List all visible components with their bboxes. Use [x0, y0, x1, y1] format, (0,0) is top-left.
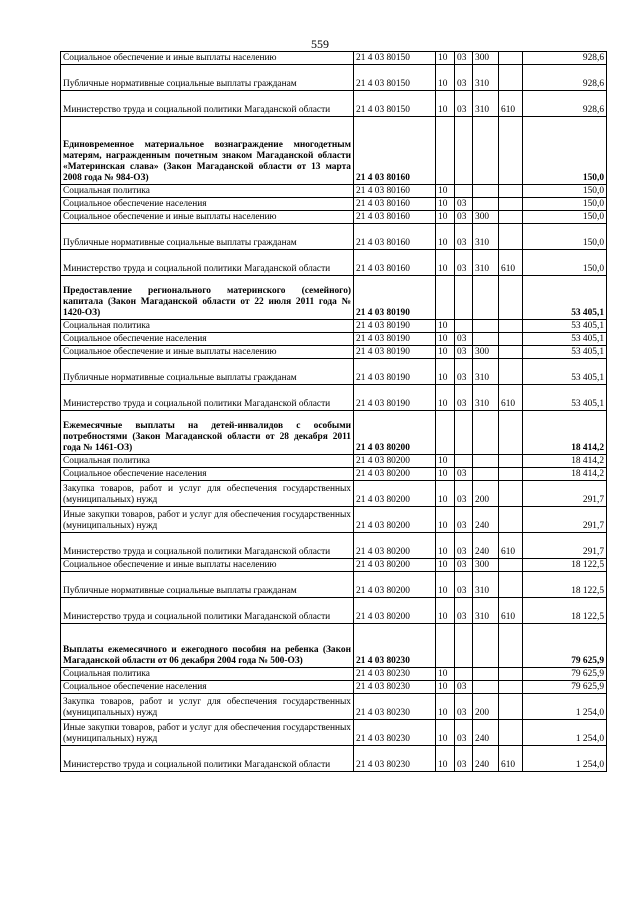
row-ministry-code — [499, 720, 523, 746]
row-ministry-code — [499, 481, 523, 507]
row-code: 21 4 03 80190 — [354, 320, 436, 333]
table-row — [61, 468, 607, 481]
row-section: 10 — [436, 91, 455, 117]
row-name: Публичные нормативные социальные выплаты гражданам — [61, 224, 354, 250]
table-row — [61, 720, 607, 746]
row-section: 10 — [436, 250, 455, 276]
row-expense-type: 240 — [473, 533, 499, 559]
row-amount: 18 414,2 — [523, 468, 607, 481]
row-section: 10 — [436, 455, 455, 468]
row-expense-type: 240 — [473, 746, 499, 772]
row-subsection — [455, 624, 473, 668]
row-subsection: 03 — [455, 746, 473, 772]
row-code: 21 4 03 80230 — [354, 681, 436, 694]
row-section: 10 — [436, 468, 455, 481]
row-code: 21 4 03 80230 — [354, 694, 436, 720]
table-row — [61, 746, 607, 772]
row-code: 21 4 03 80160 — [354, 198, 436, 211]
row-section: 10 — [436, 65, 455, 91]
row-subsection — [455, 320, 473, 333]
row-expense-type — [473, 198, 499, 211]
row-subsection: 03 — [455, 65, 473, 91]
table-row — [61, 117, 607, 185]
table-row — [61, 198, 607, 211]
row-expense-type: 300 — [473, 346, 499, 359]
row-ministry-code — [499, 624, 523, 668]
row-amount: 53 405,1 — [523, 276, 607, 320]
table-row — [61, 624, 607, 668]
row-name: Ежемесячные выплаты на детей-инвалидов с особыми потребностями (Закон Магаданской области от 28 декабря 2011 года № 1461-ОЗ) — [61, 411, 354, 455]
row-section: 10 — [436, 385, 455, 411]
row-code: 21 4 03 80200 — [354, 559, 436, 572]
row-subsection — [455, 455, 473, 468]
table-row — [61, 91, 607, 117]
row-section: 10 — [436, 572, 455, 598]
row-section: 10 — [436, 359, 455, 385]
row-code: 21 4 03 80230 — [354, 668, 436, 681]
table-row — [61, 455, 607, 468]
row-expense-type: 300 — [473, 52, 499, 65]
row-amount: 150,0 — [523, 211, 607, 224]
row-code: 21 4 03 80150 — [354, 91, 436, 117]
table-row — [61, 250, 607, 276]
row-section: 10 — [436, 481, 455, 507]
row-subsection — [455, 411, 473, 455]
row-ministry-code — [499, 507, 523, 533]
row-ministry-code — [499, 185, 523, 198]
row-amount: 53 405,1 — [523, 320, 607, 333]
row-amount: 1 254,0 — [523, 720, 607, 746]
table-row — [61, 346, 607, 359]
row-name: Закупка товаров, работ и услуг для обеспечения государственных (муниципальных) нужд — [61, 481, 354, 507]
row-amount: 150,0 — [523, 250, 607, 276]
budget-table — [60, 51, 607, 772]
row-section: 10 — [436, 533, 455, 559]
row-ministry-code — [499, 411, 523, 455]
row-expense-type — [473, 117, 499, 185]
row-section: 10 — [436, 346, 455, 359]
row-expense-type — [473, 411, 499, 455]
row-expense-type: 310 — [473, 385, 499, 411]
table-row — [61, 507, 607, 533]
row-subsection: 03 — [455, 572, 473, 598]
row-subsection: 03 — [455, 481, 473, 507]
row-amount: 18 122,5 — [523, 559, 607, 572]
row-ministry-code — [499, 224, 523, 250]
row-amount: 53 405,1 — [523, 346, 607, 359]
row-code: 21 4 03 80230 — [354, 746, 436, 772]
row-amount: 928,6 — [523, 52, 607, 65]
row-ministry-code: 610 — [499, 533, 523, 559]
row-code: 21 4 03 80230 — [354, 624, 436, 668]
row-expense-type: 310 — [473, 65, 499, 91]
row-section: 10 — [436, 694, 455, 720]
row-section: 10 — [436, 598, 455, 624]
row-expense-type — [473, 668, 499, 681]
row-expense-type: 310 — [473, 250, 499, 276]
row-code: 21 4 03 80190 — [354, 276, 436, 320]
row-expense-type: 310 — [473, 572, 499, 598]
row-name: Единовременное материальное вознаграждение многодетным матерям, награжденным почетным знаком Магаданской области «Материнская слава» (Закон Магаданской области от 13 марта 2008 года № 984-ОЗ) — [61, 117, 354, 185]
row-section: 10 — [436, 559, 455, 572]
row-section: 10 — [436, 224, 455, 250]
row-amount: 18 414,2 — [523, 455, 607, 468]
row-ministry-code — [499, 346, 523, 359]
table-row — [61, 572, 607, 598]
row-expense-type — [473, 681, 499, 694]
row-ministry-code — [499, 276, 523, 320]
row-name: Министерство труда и социальной политики Магаданской области — [61, 250, 354, 276]
table-row — [61, 333, 607, 346]
row-ministry-code — [499, 572, 523, 598]
row-code: 21 4 03 80190 — [354, 385, 436, 411]
row-code: 21 4 03 80200 — [354, 481, 436, 507]
row-name: Социальная политика — [61, 668, 354, 681]
table-row — [61, 681, 607, 694]
row-name: Иные закупки товаров, работ и услуг для обеспечения государственных (муниципальных) нужд — [61, 720, 354, 746]
table-row — [61, 411, 607, 455]
row-section — [436, 624, 455, 668]
row-name: Публичные нормативные социальные выплаты гражданам — [61, 359, 354, 385]
row-amount: 291,7 — [523, 507, 607, 533]
row-section: 10 — [436, 320, 455, 333]
row-name: Предоставление регионального материнского (семейного) капитала (Закон Магаданской области от 22 июля 2011 года № 1420-ОЗ) — [61, 276, 354, 320]
table-row — [61, 211, 607, 224]
row-code: 21 4 03 80160 — [354, 250, 436, 276]
row-code: 21 4 03 80160 — [354, 224, 436, 250]
row-name: Социальная политика — [61, 320, 354, 333]
row-amount: 79 625,9 — [523, 624, 607, 668]
row-section: 10 — [436, 198, 455, 211]
row-ministry-code — [499, 117, 523, 185]
row-ministry-code: 610 — [499, 746, 523, 772]
row-code: 21 4 03 80200 — [354, 468, 436, 481]
row-expense-type: 300 — [473, 211, 499, 224]
table-body — [61, 52, 607, 772]
row-ministry-code — [499, 359, 523, 385]
row-subsection — [455, 117, 473, 185]
row-amount: 53 405,1 — [523, 385, 607, 411]
table-row — [61, 598, 607, 624]
row-amount: 1 254,0 — [523, 694, 607, 720]
row-subsection: 03 — [455, 211, 473, 224]
row-amount: 150,0 — [523, 185, 607, 198]
row-ministry-code — [499, 455, 523, 468]
row-name: Социальное обеспечение населения — [61, 333, 354, 346]
row-expense-type — [473, 276, 499, 320]
row-name: Иные закупки товаров, работ и услуг для обеспечения государственных (муниципальных) нужд — [61, 507, 354, 533]
row-code: 21 4 03 80150 — [354, 65, 436, 91]
row-section: 10 — [436, 746, 455, 772]
row-subsection: 03 — [455, 333, 473, 346]
row-expense-type: 200 — [473, 694, 499, 720]
row-section: 10 — [436, 185, 455, 198]
row-amount: 1 254,0 — [523, 746, 607, 772]
row-expense-type: 310 — [473, 224, 499, 250]
row-subsection: 03 — [455, 198, 473, 211]
row-expense-type: 200 — [473, 481, 499, 507]
row-name: Социальное обеспечение и иные выплаты населению — [61, 346, 354, 359]
row-expense-type: 310 — [473, 359, 499, 385]
row-expense-type: 240 — [473, 720, 499, 746]
row-code: 21 4 03 80150 — [354, 52, 436, 65]
row-section — [436, 117, 455, 185]
row-code: 21 4 03 80200 — [354, 411, 436, 455]
row-section: 10 — [436, 507, 455, 533]
row-ministry-code — [499, 694, 523, 720]
row-subsection: 03 — [455, 598, 473, 624]
row-name: Публичные нормативные социальные выплаты гражданам — [61, 65, 354, 91]
row-ministry-code — [499, 211, 523, 224]
row-subsection: 03 — [455, 720, 473, 746]
row-expense-type — [473, 185, 499, 198]
row-ministry-code — [499, 198, 523, 211]
row-amount: 150,0 — [523, 198, 607, 211]
row-code: 21 4 03 80200 — [354, 507, 436, 533]
row-amount: 79 625,9 — [523, 681, 607, 694]
table-row — [61, 559, 607, 572]
row-expense-type: 240 — [473, 507, 499, 533]
row-subsection: 03 — [455, 681, 473, 694]
row-name: Выплаты ежемесячного и ежегодного пособия на ребенка (Закон Магаданской области от 06 декабря 2004 года № 500-ОЗ) — [61, 624, 354, 668]
table-row — [61, 65, 607, 91]
table-row — [61, 185, 607, 198]
row-expense-type — [473, 455, 499, 468]
row-code: 21 4 03 80200 — [354, 572, 436, 598]
row-code: 21 4 03 80160 — [354, 185, 436, 198]
row-amount: 150,0 — [523, 224, 607, 250]
row-section — [436, 411, 455, 455]
row-expense-type — [473, 468, 499, 481]
row-ministry-code: 610 — [499, 91, 523, 117]
row-ministry-code — [499, 468, 523, 481]
row-section: 10 — [436, 211, 455, 224]
row-expense-type — [473, 624, 499, 668]
row-subsection: 03 — [455, 468, 473, 481]
row-section: 10 — [436, 681, 455, 694]
row-ministry-code: 610 — [499, 385, 523, 411]
row-subsection: 03 — [455, 533, 473, 559]
row-section — [436, 276, 455, 320]
table-row — [61, 533, 607, 559]
row-code: 21 4 03 80230 — [354, 720, 436, 746]
table-row — [61, 385, 607, 411]
row-amount: 150,0 — [523, 117, 607, 185]
row-amount: 291,7 — [523, 533, 607, 559]
row-amount: 928,6 — [523, 65, 607, 91]
table-row — [61, 481, 607, 507]
row-name: Социальное обеспечение и иные выплаты населению — [61, 211, 354, 224]
row-name: Министерство труда и социальной политики Магаданской области — [61, 598, 354, 624]
row-name: Министерство труда и социальной политики Магаданской области — [61, 385, 354, 411]
row-ministry-code — [499, 333, 523, 346]
row-name: Социальное обеспечение населения — [61, 198, 354, 211]
row-ministry-code — [499, 668, 523, 681]
row-subsection — [455, 668, 473, 681]
row-name: Социальная политика — [61, 455, 354, 468]
row-name: Закупка товаров, работ и услуг для обеспечения государственных (муниципальных) нужд — [61, 694, 354, 720]
row-code: 21 4 03 80200 — [354, 533, 436, 559]
row-code: 21 4 03 80190 — [354, 346, 436, 359]
row-subsection: 03 — [455, 694, 473, 720]
row-section: 10 — [436, 720, 455, 746]
row-name: Социальная политика — [61, 185, 354, 198]
row-code: 21 4 03 80160 — [354, 211, 436, 224]
table-row — [61, 320, 607, 333]
row-amount: 928,6 — [523, 91, 607, 117]
row-code: 21 4 03 80190 — [354, 333, 436, 346]
row-name: Социальное обеспечение населения — [61, 468, 354, 481]
row-name: Министерство труда и социальной политики Магаданской области — [61, 91, 354, 117]
row-name: Социальное обеспечение и иные выплаты населению — [61, 559, 354, 572]
row-subsection — [455, 185, 473, 198]
row-subsection: 03 — [455, 250, 473, 276]
row-amount: 18 414,2 — [523, 411, 607, 455]
table-row — [61, 694, 607, 720]
row-ministry-code — [499, 52, 523, 65]
row-subsection: 03 — [455, 52, 473, 65]
row-ministry-code: 610 — [499, 598, 523, 624]
row-ministry-code — [499, 320, 523, 333]
row-ministry-code — [499, 65, 523, 91]
table-row — [61, 224, 607, 250]
row-subsection: 03 — [455, 359, 473, 385]
row-subsection: 03 — [455, 91, 473, 117]
row-name: Министерство труда и социальной политики Магаданской области — [61, 533, 354, 559]
row-expense-type: 310 — [473, 91, 499, 117]
table-row — [61, 276, 607, 320]
row-amount: 18 122,5 — [523, 572, 607, 598]
row-section: 10 — [436, 333, 455, 346]
row-amount: 18 122,5 — [523, 598, 607, 624]
row-amount: 79 625,9 — [523, 668, 607, 681]
row-section: 10 — [436, 52, 455, 65]
row-subsection: 03 — [455, 507, 473, 533]
table-row — [61, 359, 607, 385]
row-name: Социальное обеспечение населения — [61, 681, 354, 694]
row-name: Публичные нормативные социальные выплаты гражданам — [61, 572, 354, 598]
row-expense-type: 300 — [473, 559, 499, 572]
row-code: 21 4 03 80190 — [354, 359, 436, 385]
row-name: Социальное обеспечение и иные выплаты населению — [61, 52, 354, 65]
row-ministry-code — [499, 559, 523, 572]
row-code: 21 4 03 80200 — [354, 455, 436, 468]
row-amount: 53 405,1 — [523, 333, 607, 346]
row-subsection: 03 — [455, 559, 473, 572]
row-name: Министерство труда и социальной политики Магаданской области — [61, 746, 354, 772]
row-ministry-code: 610 — [499, 250, 523, 276]
row-subsection: 03 — [455, 224, 473, 250]
page-number: 559 — [311, 37, 329, 51]
row-amount: 291,7 — [523, 481, 607, 507]
row-code: 21 4 03 80160 — [354, 117, 436, 185]
row-expense-type — [473, 333, 499, 346]
table-row — [61, 52, 607, 65]
table-row — [61, 668, 607, 681]
row-subsection — [455, 276, 473, 320]
row-code: 21 4 03 80200 — [354, 598, 436, 624]
row-section: 10 — [436, 668, 455, 681]
row-expense-type: 310 — [473, 598, 499, 624]
row-amount: 53 405,1 — [523, 359, 607, 385]
row-ministry-code — [499, 681, 523, 694]
row-subsection: 03 — [455, 346, 473, 359]
row-expense-type — [473, 320, 499, 333]
row-subsection: 03 — [455, 385, 473, 411]
